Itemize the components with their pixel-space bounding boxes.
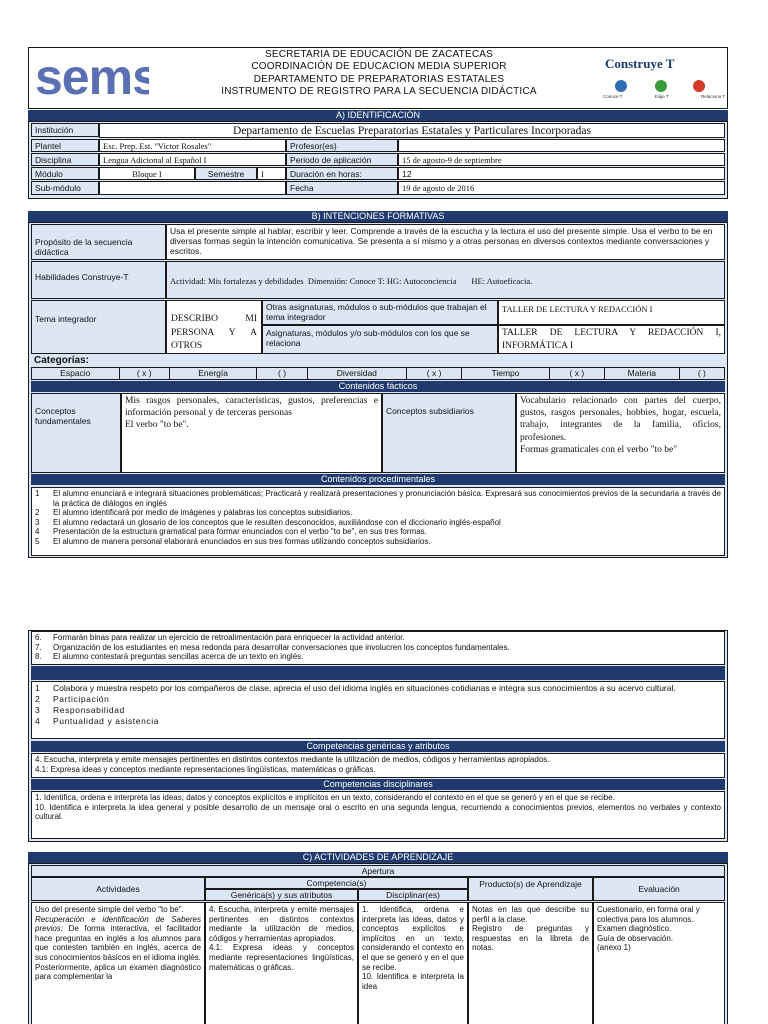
conoce-t-label: Conoce T [603, 94, 623, 99]
actitudinal-number: 4 [35, 716, 41, 726]
procedimental-item [35, 527, 721, 537]
duracion-value: 12 [398, 167, 725, 180]
procedimental-number: 5 [35, 536, 40, 546]
conoce-t-icon [615, 80, 627, 92]
col-actividades: Actividades [31, 877, 205, 901]
procedimental-number: 2 [35, 508, 40, 518]
procedimental-item [35, 489, 721, 508]
disciplina-label: Disciplina [31, 153, 99, 166]
procedimentales-title: Contenidos procedimentales [31, 474, 725, 485]
genericas-list [31, 753, 725, 778]
procedimental-number: 3 [35, 517, 40, 527]
disciplinares-list [31, 791, 725, 839]
categoria-tiempo: Tiempo [491, 368, 520, 378]
proposito-value: Usa el presente simple al hablar, escribir y leer. Comprende a través de la escucha y la lectura el uso del presente simple. Usa el verbo to be en diversas formas según la intención comunicativa. Se presenta a sí mismo y a otras personas en diversos contextos mediante conversaciones y escritos. [166, 224, 725, 260]
header-title-block [179, 49, 579, 98]
generica-cell: 4. Escucha, interpreta y emite mensajes pertinentes en distintos contextos mediante la utilización de medios, códigos y herramientas apropiados. 4.1: Expresa ideas y conceptos mediante representaciones lingüísticas, matemáticas o gráficas. [205, 902, 358, 1024]
generica-item: 4.1: Expresa ideas y conceptos mediante representaciones lingüísticas, matemáticas o gráficas. [35, 764, 376, 774]
header-line-3: DEPARTAMENTO DE PREPARATORIAS ESTATALES [253, 73, 505, 85]
construye-t-title: Construye T [605, 56, 675, 71]
procedimental-number: 7. [35, 642, 42, 652]
disciplinares-title: Competencias disciplinares [31, 779, 725, 790]
genericas-title: Competencias genéricas y atributos [31, 741, 725, 752]
profesor-label: Profesor(es) [286, 139, 398, 152]
facticos-title: Contenidos fácticos [31, 381, 725, 392]
actitudinal-number: 2 [35, 694, 41, 704]
procedimental-item [35, 537, 721, 547]
header-line-4: INSTRUMENTO DE REGISTRO PARA LA SECUENCIA DIDÁCTICA [221, 85, 537, 97]
categorias-label: Categorías: [34, 355, 90, 366]
actitudinales-list [31, 681, 725, 739]
modulo-label: Módulo [31, 167, 99, 180]
document-header [28, 47, 728, 109]
col-disciplinares: Disciplinar(es) [358, 889, 468, 901]
relaciona-t-icon [693, 80, 705, 92]
actividad-diagnostico: Posteriormente, aplica un examen diagnóstico para complementar la [35, 962, 201, 982]
col-evaluacion: Evaluación [593, 877, 725, 901]
procedimental-text: Formarán binas para realizar un ejercicio de retroalimentación para enriquecer la actividad anterior. [53, 633, 405, 642]
actividades-title: C) ACTIVIDADES DE APRENDIZAJE [28, 852, 728, 863]
actividad-cell [31, 902, 205, 1024]
asignaturas-label: Asignaturas, módulos y/o sub-módulos con los que se relaciona [262, 325, 498, 354]
procedimental-text: El alumno identificará por medio de imágenes y palabras los conceptos subsidiarios. [53, 508, 353, 518]
actitudinal-text: Colabora y muestra respeto por los compañeros de clase, aprecia el uso del idioma inglés en situaciones cotidianas e integra sus conocimientos a su acervo cultural. [53, 683, 676, 693]
asignaturas-value: TALLER DE LECTURA Y REDACCIÓN I, INFORMÁTICA I [498, 325, 725, 354]
semestre-label: Semestre [195, 167, 257, 180]
procedimental-item [35, 508, 721, 518]
sems-logo [31, 48, 149, 106]
procedimental-item [35, 633, 721, 643]
actitudinal-item [35, 683, 721, 694]
duracion-label: Duración en horas: [286, 167, 398, 180]
elige-t-icon [655, 80, 667, 92]
fundamentales-label: Conceptos fundamentales [31, 393, 121, 473]
construye-t-logo [591, 50, 725, 106]
categoria-espacio: Espacio [60, 368, 91, 378]
actitudinal-item [35, 694, 721, 705]
procedimental-item [35, 518, 721, 528]
tema-label: Tema integrador [31, 300, 166, 354]
categoria-energia: Energía [198, 368, 228, 378]
actitudinal-number: 1 [35, 683, 40, 693]
actitudinal-text: Participación [53, 694, 110, 704]
apertura-label: Apertura [31, 865, 725, 877]
actividad-intro: Uso del presente simple del verbo "to be". [35, 905, 184, 914]
procedimental-number: 6. [35, 633, 42, 642]
evaluacion-cell: Cuestionario, en forma oral y colectiva para los alumnos. Examen diagnóstico. Guía de observación. (anexo 1) [593, 902, 725, 1024]
categoria-diversidad: Diversidad [336, 368, 377, 378]
proposito-label: Propósito de la secuencia didáctica [31, 224, 166, 260]
submodulo-label: Sub-módulo [31, 181, 99, 195]
actitudinal-number: 3 [35, 705, 41, 715]
col-genericas: Genérica(s) y sus atributos [205, 889, 358, 901]
procedimental-text: El alumno contestará preguntas sencillas acerca de un texto en inglés. [53, 652, 304, 662]
procedimental-text: El alumno enunciará e integrará situaciones problemáticas; Practicará y realizará presentaciones y pronunciación básica. Expresará sus conocimientos previos de la secundaria a través de la práctica de diálogos en inglés [53, 489, 721, 508]
sems-logo-text: sems [35, 49, 149, 105]
modulo-value: Bloque I [99, 167, 195, 180]
procedimentales-cont-list [31, 631, 725, 665]
disciplinar-item: 1. Identifica, ordena e interpreta las ideas, datos y conceptos explícitos e implícitos en un texto, considerando el contexto en el que se generó y en el que se recibe. [35, 793, 615, 802]
periodo-value: 15 de agosto-9 de septiembre [398, 153, 725, 166]
plantel-value: Esc. Prep. Est. "Victor Rosales" [99, 139, 286, 152]
producto-cell: Notas en las que describe su perfil a la clase. Registro de preguntas y respuestas en la libreta de notas. [468, 902, 593, 1024]
procedimental-item [35, 643, 721, 653]
tema-value: DESCRIBO MI PERSONA Y A OTROS [166, 300, 262, 354]
actitudinales-title-bar [31, 666, 725, 680]
procedimentales-list [31, 487, 725, 556]
subsidiarios-value: Vocabulario relacionado con partes del cuerpo, gustos, rasgos personales, hobbies, hogar, escuela, trabajo, integrantes de la familia, oficios, profesiones. Formas gramaticales con el verbo "to be" [516, 393, 725, 473]
fecha-value: 19 de agosto de 2016 [398, 181, 725, 195]
generica-item: 4. Escucha, interpreta y emite mensajes pertinentes en distintos contextos mediante la utilización de medios, códigos y herramientas apropiados. [35, 755, 550, 764]
subsidiarios-label: Conceptos subsidiarios [382, 393, 516, 473]
actitudinal-text: Puntualidad y asistencia [53, 716, 160, 726]
categoria-energia-mark: ( ) [256, 368, 307, 379]
procedimental-number: 1 [35, 489, 40, 498]
procedimental-text: Presentación de la estructura gramatical para formar enunciados con el verbo "to be", en sus tres formas. [53, 527, 427, 537]
categorias-row [31, 367, 725, 380]
relaciona-t-label: Relaciona T [701, 94, 725, 99]
procedimental-number: 8. [35, 652, 42, 662]
procedimental-number: 4 [35, 527, 40, 537]
elige-t-label: Elige T [654, 94, 669, 99]
col-competencias: Competencia(s) [205, 877, 468, 889]
fecha-label: Fecha [286, 181, 398, 195]
categoria-espacio-mark: ( x ) [119, 368, 170, 379]
fundamentales-value: Mis rasgos personales, características, gustos, preferencias e información personal y de terceras personas El verbo "to be". [121, 393, 382, 473]
actitudinal-text: Responsabilidad [53, 705, 125, 715]
habilidades-value: Actividad: Mis fortalezas y debilidades Dimensión: Conoce T: HG: Autoconciencia HE: Autoeficacia. [166, 261, 725, 299]
disciplina-value: Lengua Adicional al Español I [99, 153, 286, 166]
categoria-diversidad-mark: ( x ) [406, 368, 462, 379]
actitudinal-item [35, 716, 721, 727]
categoria-materia: Materia [627, 368, 656, 378]
actividad-saberes [35, 915, 201, 963]
submodulo-value [99, 181, 286, 195]
col-producto: Producto(s) de Aprendizaje [468, 877, 593, 901]
institucion-value: Departamento de Escuelas Preparatorias Estatales y Particulares Incorporadas [99, 123, 725, 138]
procedimental-text: El alumno de manera personal elaborará enunciados en sus tres formas utilizando conceptos subsidiarios. [53, 536, 431, 546]
identificacion-title: A) IDENTIFICACIÓN [28, 110, 728, 121]
profesor-value [398, 139, 725, 152]
disciplinar-item: 10. Identifica e interpreta la idea general y posible desarrollo de un mensaje oral o escrito en una segunda lengua, recurriendo a conocimientos previos, elementos no verbales y contexto cultural. [35, 802, 721, 822]
otras-value: TALLER DE LECTURA Y REDACCIÓN I [498, 300, 725, 325]
header-line-2: COORDINACIÓN DE EDUCACION MEDIA SUPERIOR [251, 61, 507, 73]
periodo-label: Periodo de aplicación [286, 153, 398, 166]
header-line-1: SECRETARIA DE EDUCACIÓN DE ZACATECAS [265, 49, 493, 60]
otras-label: Otras asignaturas, módulos o sub-módulos que trabajan el tema integrador [262, 300, 498, 325]
procedimental-item [35, 652, 721, 662]
institucion-label: Institución [31, 123, 99, 137]
categoria-materia-mark: ( ) [679, 368, 724, 379]
actividad-saberes-title: Recuperación e identificación de Saberes previos: [35, 914, 201, 934]
categoria-tiempo-mark: ( x ) [549, 368, 605, 379]
procedimental-text: Organización de los estudiantes en mesa redonda para desarrollar conversaciones que involucren los conceptos fundamentales. [53, 642, 510, 652]
plantel-label: Plantel [31, 139, 99, 152]
habilidades-label: Habilidades Construye-T [31, 261, 166, 299]
actividad-saberes-text: De forma interactiva, el facilitador hace preguntas en inglés a los alumnos para que contesten también en inglés, acerca de sus conocimientos básicos en el idioma inglés. [35, 924, 201, 962]
semestre-value: I [257, 167, 286, 180]
disciplinar-cell: 1. Identifica, ordena e interpreta las ideas, datos y conceptos explícitos e implícitos en un texto, considerando el contexto en el que se generó y en el que se recibe. 10. Identifica e interpreta la idea [358, 902, 468, 1024]
intenciones-title: B) INTENCIONES FORMATIVAS [28, 211, 728, 222]
procedimental-text: El alumno redactará un glosario de los conceptos que le resulten desconocidos, auxiliándose con el diccionario inglés-español [53, 517, 501, 527]
actitudinal-item [35, 705, 721, 716]
